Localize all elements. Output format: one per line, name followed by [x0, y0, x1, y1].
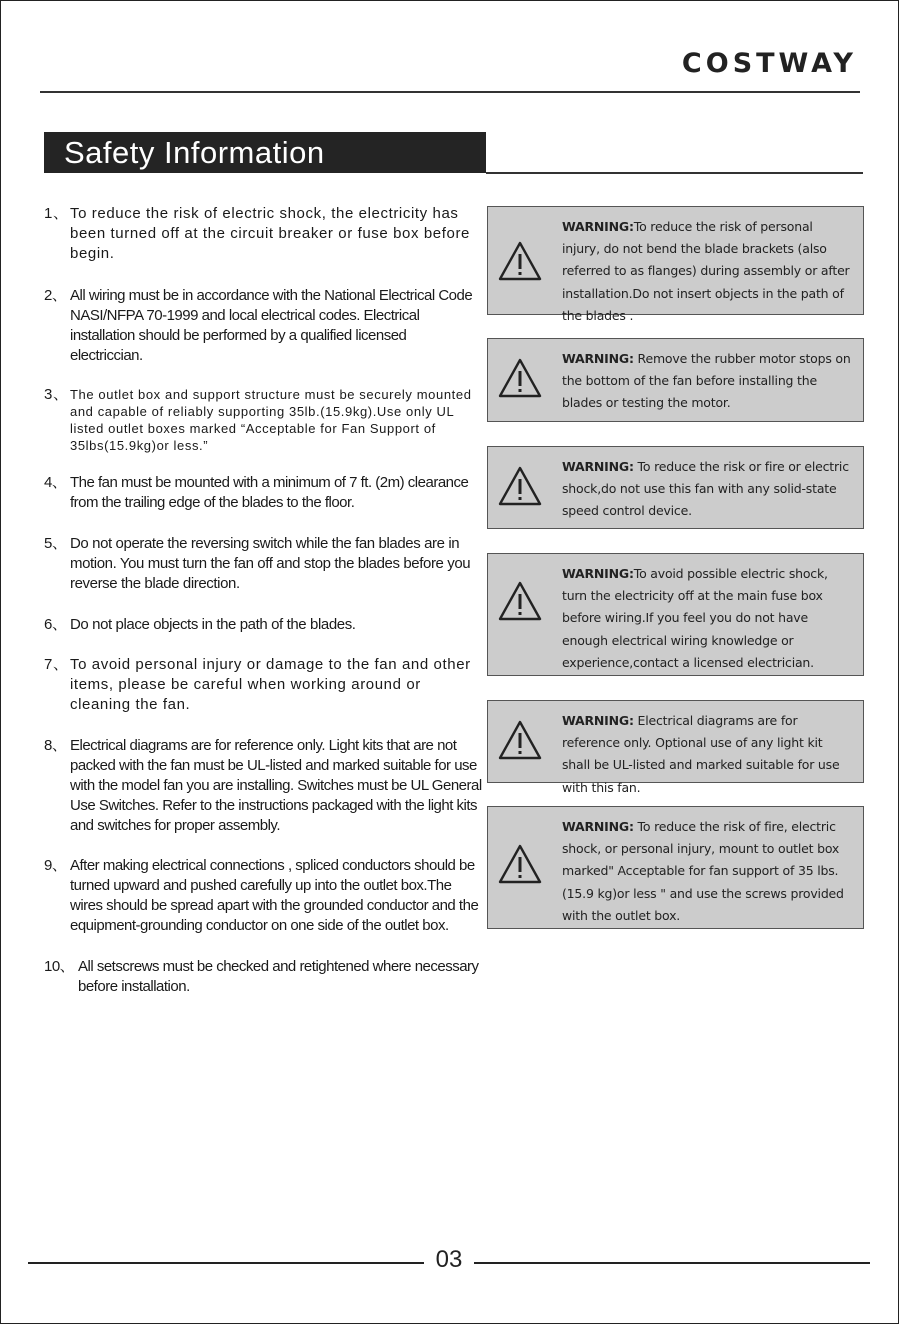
- item-text: Do not operate the reversing switch while the fan blades are in motion. You must turn the fan off and stop the blades before you reverse the blade direction.: [70, 535, 471, 592]
- safety-item-10: [42, 957, 482, 997]
- warning-box-3: [487, 446, 864, 529]
- warning-box-6: [487, 806, 864, 929]
- safety-item-1: [42, 204, 482, 264]
- warning-message: Remove the rubber motor stops on the bottom of the fan before installing the blades or testing the motor.: [562, 351, 851, 411]
- warning-message: Electrical diagrams are for reference only. Optional use of any light kit shall be UL-listed and marked suitable for use with this fan.: [562, 713, 840, 795]
- warning-label: WARNING:: [562, 219, 634, 234]
- item-number: 1、: [44, 205, 69, 222]
- warning-text: [562, 710, 853, 799]
- warning-message: To reduce the risk or fire or electric shock,do not use this fan with any solid-state speed control device.: [562, 459, 849, 519]
- footer-rule-left: [28, 1262, 424, 1264]
- safety-item-5: [42, 534, 482, 594]
- warning-label: WARNING:: [562, 819, 634, 834]
- item-number: 4、: [44, 474, 67, 491]
- section-title: Safety Information: [44, 132, 486, 173]
- warning-triangle-icon: [497, 719, 543, 761]
- item-number: 2、: [44, 287, 67, 304]
- warning-triangle-icon: [497, 580, 543, 622]
- item-number: 3、: [44, 386, 69, 403]
- warning-label: WARNING:: [562, 351, 634, 366]
- warning-text: [562, 216, 853, 327]
- item-number: 6、: [44, 616, 67, 633]
- warning-label: WARNING:: [562, 459, 634, 474]
- item-text: Electrical diagrams are for reference only. Light kits that are not packed with the fan must be UL-listed and marked suitable for use with the model fan you are installing. Switches must be UL General Use Switches. Refer to the instructions packaged with the light kits and switches for proper assembly.: [70, 737, 482, 834]
- item-number: 10、: [44, 958, 75, 975]
- item-number: 9、: [44, 857, 67, 874]
- safety-item-8: [42, 736, 482, 836]
- item-number: 7、: [44, 656, 69, 673]
- warning-triangle-icon: [497, 357, 543, 399]
- warning-text: [562, 816, 853, 927]
- item-text: To reduce the risk of electric shock, the electricity has been turned off at the circuit breaker or fuse box before begin.: [70, 205, 470, 262]
- warning-box-5: [487, 700, 864, 795]
- safety-item-2: [42, 286, 482, 366]
- warning-text: [562, 563, 853, 674]
- warning-box-4: [487, 553, 864, 676]
- warning-message: To reduce the risk of personal injury, do not bend the blade brackets (also referred to as flanges) during assembly or after installation.Do not insert objects in the path of the blades .: [562, 219, 850, 323]
- item-text: The outlet box and support structure must be securely mounted and capable of reliably supporting 35lb.(15.9kg).Use only UL listed outlet boxes marked “Acceptable for Fan Support of 35lbs(15.9kg)or less.”: [70, 387, 472, 453]
- footer-rule-right: [474, 1262, 870, 1264]
- warning-triangle-icon: [497, 240, 543, 282]
- safety-item-4: [42, 473, 482, 513]
- warning-triangle-icon: [497, 843, 543, 885]
- header-rule: [40, 91, 860, 93]
- safety-item-3: [42, 386, 482, 454]
- warning-message: To avoid possible electric shock, turn the electricity off at the main fuse box before wiring.If you feel you do not have enough electrical wiring knowledge or experience,contact a licensed electrician.: [562, 566, 828, 670]
- item-text: Do not place objects in the path of the blades.: [70, 616, 356, 633]
- item-text: The fan must be mounted with a minimum of 7 ft. (2m) clearance from the trailing edge of the blades to the floor.: [70, 474, 469, 511]
- warning-box-2: [487, 338, 864, 422]
- warning-text: [562, 348, 853, 415]
- safety-item-7: [42, 655, 482, 715]
- safety-item-9: [42, 856, 482, 936]
- warning-label: WARNING:: [562, 566, 634, 581]
- warning-text: [562, 456, 853, 523]
- item-text: To avoid personal injury or damage to the fan and other items, please be careful when working around or cleaning the fan.: [70, 656, 471, 713]
- warning-triangle-icon: [497, 465, 543, 507]
- warning-message: To reduce the risk of fire, electric shock, or personal injury, mount to outlet box marked" Acceptable for fan support of 35 lbs.(15.9 kg)or less " and use the screws provided with the outlet box.: [562, 819, 844, 923]
- item-number: 8、: [44, 737, 67, 754]
- item-text: After making electrical connections , spliced conductors should be turned upward and pushed carefully up into the outlet box.The wires should be spread apart with the grounded conductor and the equipment-grounding conductor on one side of the outlet box.: [70, 857, 479, 934]
- item-text: All setscrews must be checked and retightened where necessary before installation.: [78, 958, 479, 995]
- safety-item-6: [42, 615, 482, 635]
- brand-logo: COSTWAY: [681, 48, 857, 79]
- item-text: All wiring must be in accordance with the National Electrical Code NASI/NFPA 70-1999 and local electrical codes. Electrical installation should be performed by a qualified licensed electriccian.: [70, 287, 473, 364]
- warning-label: WARNING:: [562, 713, 634, 728]
- safety-list: [42, 204, 482, 997]
- item-number: 5、: [44, 535, 67, 552]
- page-number: 03: [435, 1246, 463, 1273]
- section-title-rule: [486, 172, 863, 174]
- warning-box-1: [487, 206, 864, 323]
